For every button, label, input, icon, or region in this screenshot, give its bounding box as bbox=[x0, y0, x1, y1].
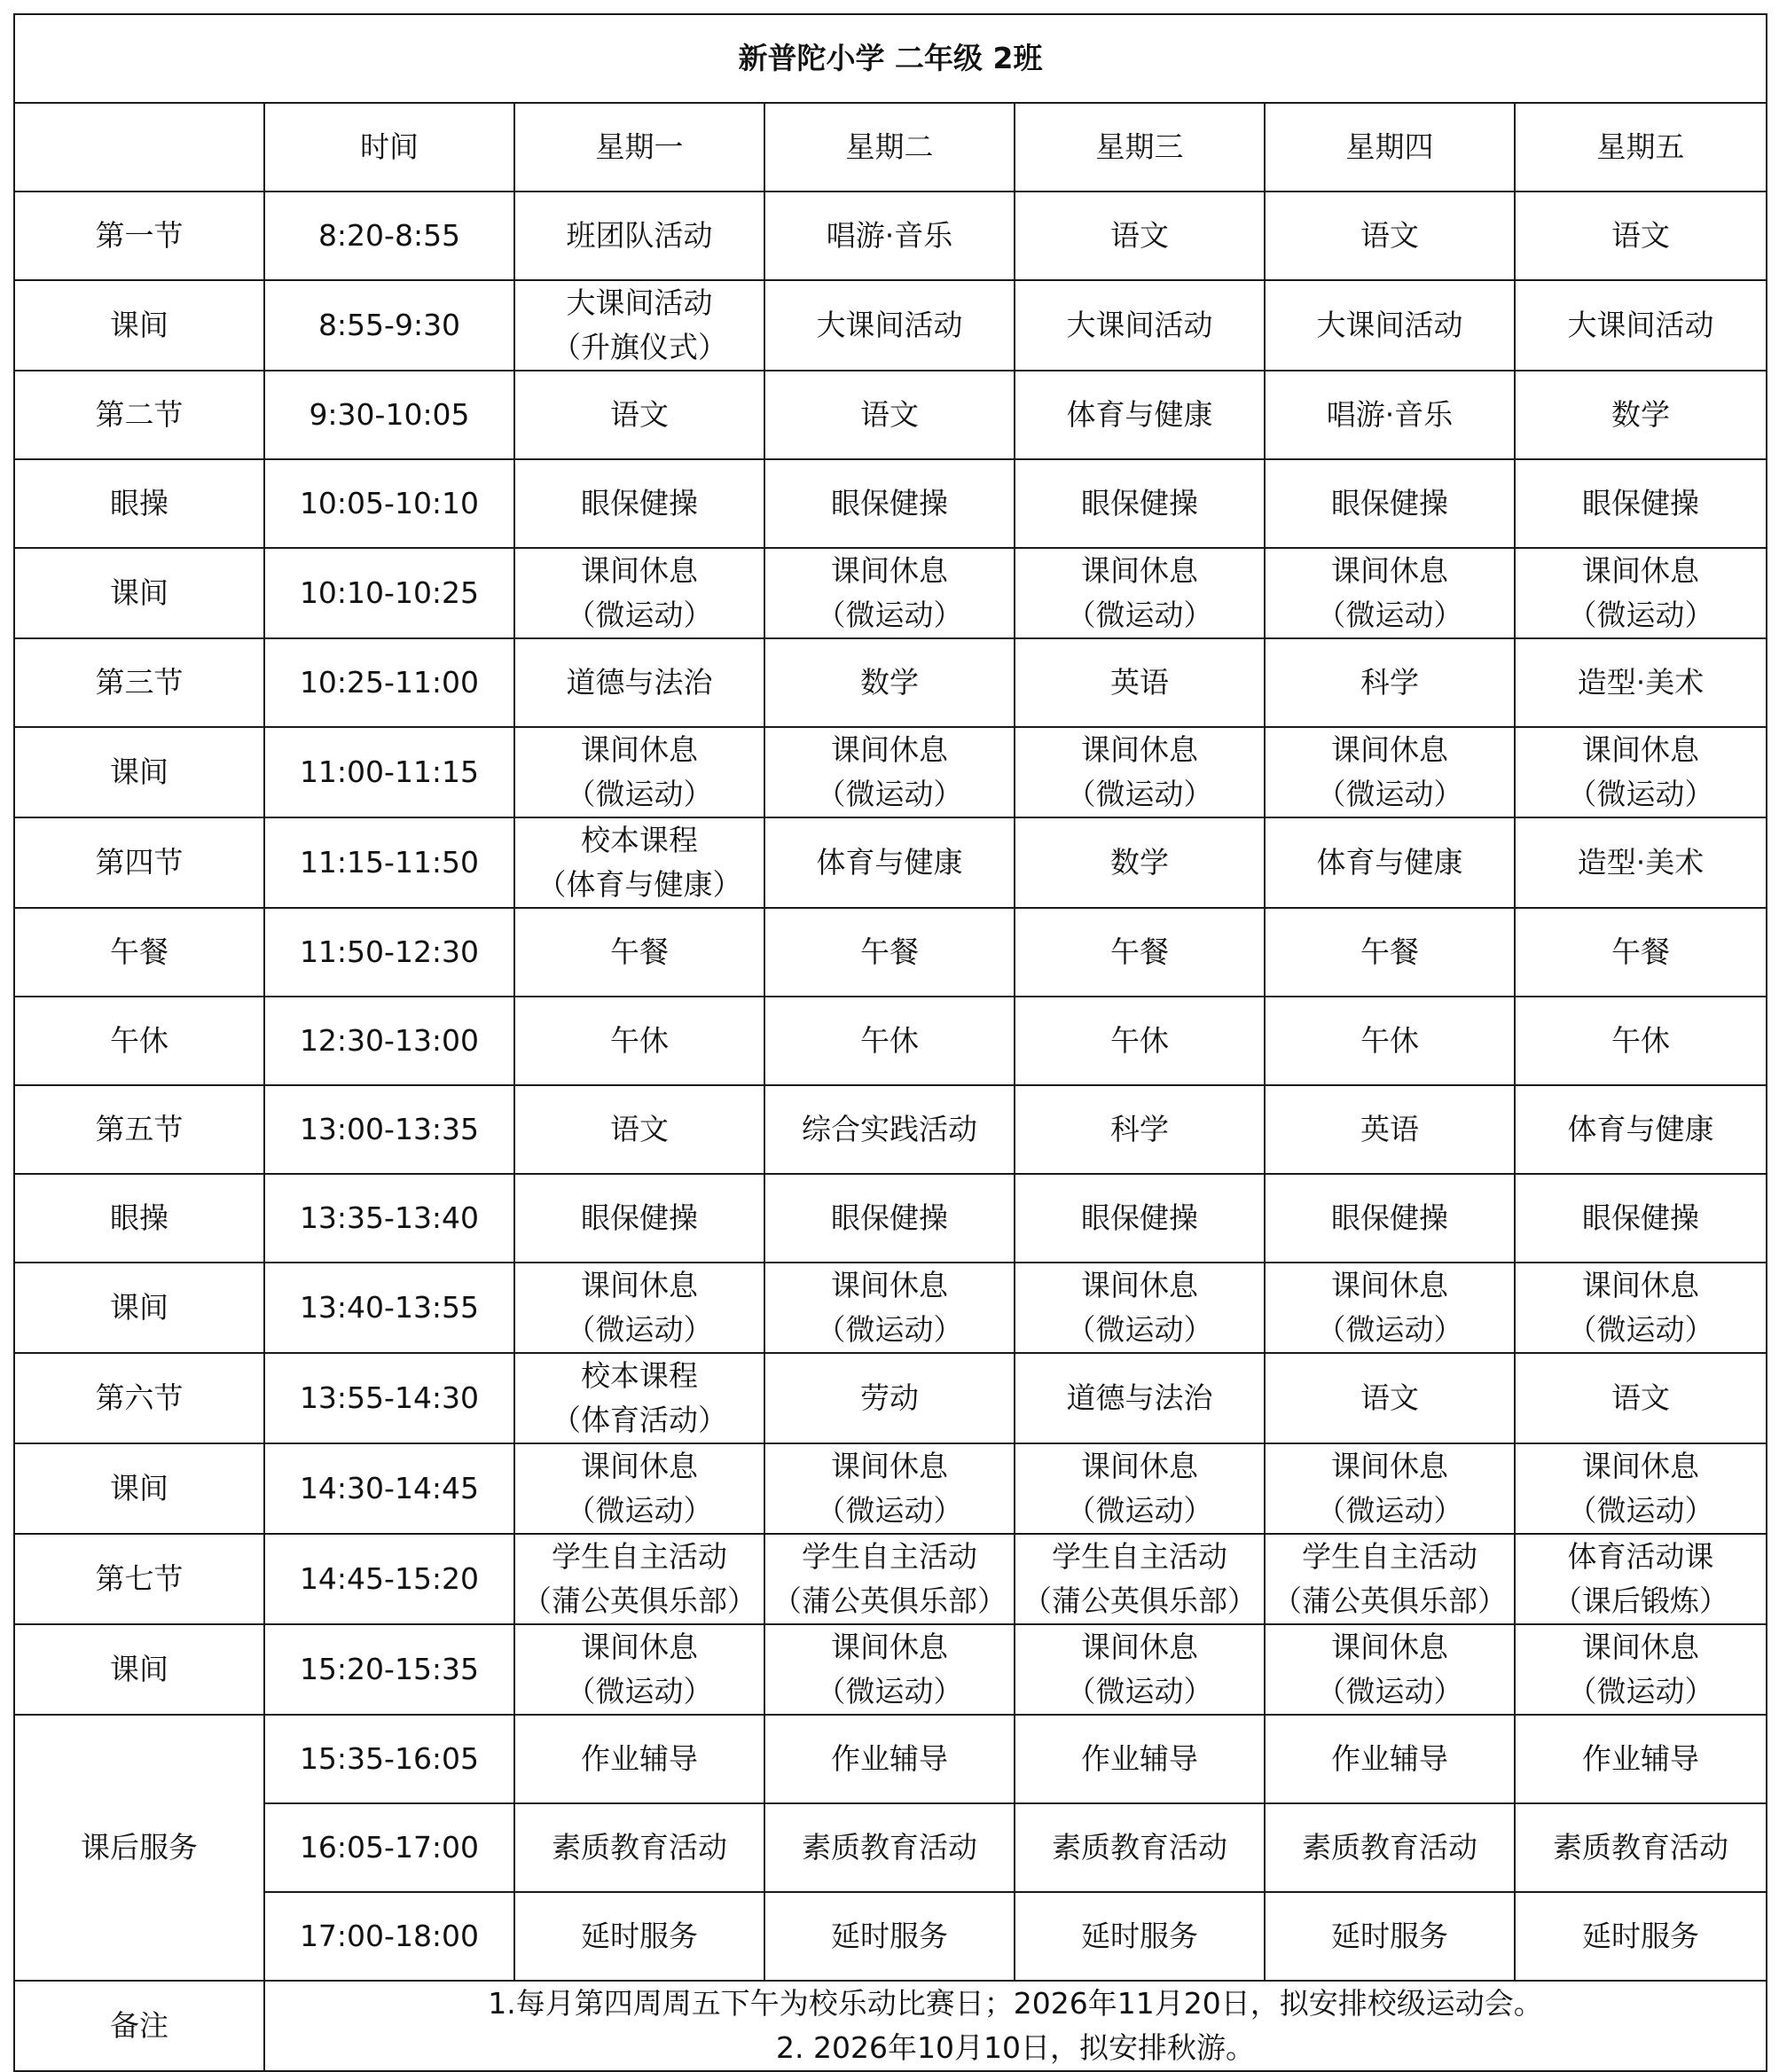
period-cell: 午餐 bbox=[14, 908, 264, 997]
subject-cell: 体育与健康 bbox=[1015, 371, 1265, 459]
cell-line: （微运动） bbox=[566, 777, 713, 811]
table-row bbox=[14, 192, 1767, 280]
subject-cell: 眼保健操 bbox=[1015, 459, 1265, 548]
after-school-row bbox=[14, 1715, 1767, 1803]
subject-cell: 延时服务 bbox=[514, 1892, 764, 1981]
cell-line: 课间休息 bbox=[1582, 1449, 1700, 1483]
cell-line: （微运动） bbox=[1567, 777, 1714, 811]
subject-cell bbox=[764, 548, 1015, 638]
subject-cell: 午餐 bbox=[514, 908, 764, 997]
notes-label: 备注 bbox=[14, 1981, 264, 2071]
subject-cell: 科学 bbox=[1015, 1085, 1265, 1174]
title-row bbox=[14, 14, 1767, 103]
subject-cell: 语文 bbox=[1515, 1353, 1767, 1443]
subject-cell: 数学 bbox=[1515, 371, 1767, 459]
subject-cell: 午休 bbox=[764, 997, 1015, 1085]
time-cell: 14:45-15:20 bbox=[264, 1534, 514, 1624]
subject-cell: 体育与健康 bbox=[1515, 1085, 1767, 1174]
cell-line: 课间休息 bbox=[1081, 1449, 1198, 1483]
cell-line: （微运动） bbox=[566, 598, 713, 632]
cell-line: （微运动） bbox=[816, 1674, 963, 1708]
header-day-wed: 星期三 bbox=[1015, 103, 1265, 192]
cell-line: 课间休息 bbox=[831, 553, 948, 588]
cell-line: 课间休息 bbox=[1582, 1268, 1700, 1302]
cell-line: （微运动） bbox=[1567, 1674, 1714, 1708]
subject-cell: 英语 bbox=[1265, 1085, 1515, 1174]
header-time: 时间 bbox=[264, 103, 514, 192]
subject-cell bbox=[1515, 727, 1767, 817]
time-cell: 11:50-12:30 bbox=[264, 908, 514, 997]
subject-cell: 延时服务 bbox=[764, 1892, 1015, 1981]
subject-cell bbox=[1265, 727, 1515, 817]
subject-cell: 素质教育活动 bbox=[1515, 1803, 1767, 1892]
cell-line: 课间休息 bbox=[1081, 1630, 1198, 1664]
cell-line: （微运动） bbox=[1316, 598, 1463, 632]
cell-line: （微运动） bbox=[816, 1312, 963, 1347]
notes-row bbox=[14, 1981, 1767, 2071]
subject-cell bbox=[514, 727, 764, 817]
subject-cell bbox=[1015, 727, 1265, 817]
subject-cell bbox=[764, 1443, 1015, 1534]
subject-cell: 作业辅导 bbox=[764, 1715, 1015, 1803]
subject-cell: 英语 bbox=[1015, 638, 1265, 727]
cell-line: 课间休息 bbox=[831, 1268, 948, 1302]
period-cell: 课间 bbox=[14, 548, 264, 638]
table-row bbox=[14, 1534, 1767, 1624]
cell-line: （蒲公英俱乐部） bbox=[522, 1583, 756, 1618]
table-row bbox=[14, 727, 1767, 817]
subject-cell: 语文 bbox=[1265, 192, 1515, 280]
cell-line: （微运动） bbox=[1567, 1493, 1714, 1528]
cell-line: （课后锻炼） bbox=[1553, 1583, 1729, 1618]
cell-line: （升旗仪式） bbox=[552, 330, 727, 364]
subject-cell bbox=[514, 817, 764, 908]
cell-line: （微运动） bbox=[1567, 598, 1714, 632]
subject-cell bbox=[764, 1534, 1015, 1624]
subject-cell: 眼保健操 bbox=[514, 1174, 764, 1263]
cell-line: （微运动） bbox=[566, 1493, 713, 1528]
subject-cell: 素质教育活动 bbox=[514, 1803, 764, 1892]
cell-line: 课间休息 bbox=[581, 553, 698, 588]
time-cell: 13:00-13:35 bbox=[264, 1085, 514, 1174]
time-cell: 10:25-11:00 bbox=[264, 638, 514, 727]
cell-line: 1.每月第四周周五下午为校乐动比赛日；2026年11月20日，拟安排校级运动会。 bbox=[488, 1986, 1543, 2021]
period-cell: 第三节 bbox=[14, 638, 264, 727]
cell-line: 课间休息 bbox=[1331, 732, 1448, 767]
subject-cell bbox=[1015, 1443, 1265, 1534]
subject-cell bbox=[514, 1263, 764, 1353]
cell-line: 课间休息 bbox=[581, 1268, 698, 1302]
subject-cell: 造型·美术 bbox=[1515, 638, 1767, 727]
cell-line: 大课间活动 bbox=[566, 285, 713, 320]
subject-cell: 大课间活动 bbox=[1015, 280, 1265, 371]
after-school-label: 课后服务 bbox=[14, 1715, 264, 1981]
notes-content bbox=[264, 1981, 1767, 2071]
subject-cell: 延时服务 bbox=[1515, 1892, 1767, 1981]
subject-cell: 午餐 bbox=[1265, 908, 1515, 997]
subject-cell bbox=[514, 280, 764, 371]
subject-cell: 数学 bbox=[764, 638, 1015, 727]
header-corner bbox=[14, 103, 264, 192]
subject-cell: 午餐 bbox=[1015, 908, 1265, 997]
subject-cell bbox=[1265, 548, 1515, 638]
cell-line: 2. 2026年10月10日，拟安排秋游。 bbox=[776, 2030, 1255, 2065]
schedule-body bbox=[14, 14, 1767, 2071]
cell-line: 课间休息 bbox=[1081, 732, 1198, 767]
period-cell: 午休 bbox=[14, 997, 264, 1085]
cell-line: （微运动） bbox=[1066, 1312, 1213, 1347]
cell-line: （蒲公英俱乐部） bbox=[772, 1583, 1007, 1618]
subject-cell: 语文 bbox=[514, 1085, 764, 1174]
time-cell: 8:55-9:30 bbox=[264, 280, 514, 371]
time-cell: 10:10-10:25 bbox=[264, 548, 514, 638]
cell-line: （微运动） bbox=[1066, 777, 1213, 811]
period-cell: 第六节 bbox=[14, 1353, 264, 1443]
period-cell: 眼操 bbox=[14, 459, 264, 548]
table-row bbox=[14, 817, 1767, 908]
cell-line: 课间休息 bbox=[831, 732, 948, 767]
cell-line: 学生自主活动 bbox=[802, 1539, 977, 1574]
cell-line: 学生自主活动 bbox=[552, 1539, 727, 1574]
subject-cell bbox=[514, 1443, 764, 1534]
table-row bbox=[14, 459, 1767, 548]
table-row bbox=[14, 1085, 1767, 1174]
subject-cell bbox=[764, 727, 1015, 817]
table-row bbox=[14, 1624, 1767, 1715]
cell-line: 校本课程 bbox=[581, 1358, 698, 1393]
table-row bbox=[14, 1443, 1767, 1534]
cell-line: 课间休息 bbox=[831, 1449, 948, 1483]
cell-line: （微运动） bbox=[1066, 598, 1213, 632]
subject-cell bbox=[514, 1534, 764, 1624]
after-school-row bbox=[14, 1803, 1767, 1892]
subject-cell: 造型·美术 bbox=[1515, 817, 1767, 908]
subject-cell: 数学 bbox=[1015, 817, 1265, 908]
subject-cell: 午休 bbox=[1515, 997, 1767, 1085]
subject-cell: 大课间活动 bbox=[764, 280, 1015, 371]
cell-line: （微运动） bbox=[816, 598, 963, 632]
table-row bbox=[14, 1174, 1767, 1263]
subject-cell: 眼保健操 bbox=[1515, 459, 1767, 548]
subject-cell: 大课间活动 bbox=[1515, 280, 1767, 371]
cell-line: （微运动） bbox=[1316, 777, 1463, 811]
cell-line: （微运动） bbox=[816, 777, 963, 811]
subject-cell: 作业辅导 bbox=[1515, 1715, 1767, 1803]
subject-cell: 延时服务 bbox=[1265, 1892, 1515, 1981]
cell-line: （体育活动） bbox=[552, 1403, 727, 1437]
cell-line: （微运动） bbox=[816, 1493, 963, 1528]
subject-cell bbox=[764, 1263, 1015, 1353]
subject-cell bbox=[1515, 548, 1767, 638]
table-row bbox=[14, 997, 1767, 1085]
subject-cell: 眼保健操 bbox=[514, 459, 764, 548]
subject-cell bbox=[514, 1624, 764, 1715]
cell-line: 课间休息 bbox=[1582, 553, 1700, 588]
subject-cell: 素质教育活动 bbox=[764, 1803, 1015, 1892]
period-cell: 第七节 bbox=[14, 1534, 264, 1624]
time-cell: 9:30-10:05 bbox=[264, 371, 514, 459]
subject-cell: 眼保健操 bbox=[764, 459, 1015, 548]
cell-line: （微运动） bbox=[1066, 1674, 1213, 1708]
subject-cell: 语文 bbox=[1015, 192, 1265, 280]
time-cell: 15:35-16:05 bbox=[264, 1715, 514, 1803]
period-cell: 第五节 bbox=[14, 1085, 264, 1174]
subject-cell: 大课间活动 bbox=[1265, 280, 1515, 371]
time-cell: 11:15-11:50 bbox=[264, 817, 514, 908]
cell-line: （体育与健康） bbox=[537, 867, 742, 902]
subject-cell: 午休 bbox=[514, 997, 764, 1085]
period-cell: 第四节 bbox=[14, 817, 264, 908]
cell-line: （微运动） bbox=[1567, 1312, 1714, 1347]
header-day-mon: 星期一 bbox=[514, 103, 764, 192]
cell-line: 课间休息 bbox=[1331, 1449, 1448, 1483]
subject-cell: 午休 bbox=[1265, 997, 1515, 1085]
table-row bbox=[14, 548, 1767, 638]
cell-line: （微运动） bbox=[1316, 1674, 1463, 1708]
time-cell: 12:30-13:00 bbox=[264, 997, 514, 1085]
table-row bbox=[14, 371, 1767, 459]
subject-cell: 体育与健康 bbox=[1265, 817, 1515, 908]
subject-cell: 眼保健操 bbox=[764, 1174, 1015, 1263]
subject-cell: 午休 bbox=[1015, 997, 1265, 1085]
table-row bbox=[14, 1353, 1767, 1443]
class-schedule-table bbox=[13, 13, 1767, 2072]
subject-cell bbox=[1015, 548, 1265, 638]
cell-line: 课间休息 bbox=[1582, 732, 1700, 767]
period-cell: 眼操 bbox=[14, 1174, 264, 1263]
cell-line: （微运动） bbox=[1316, 1312, 1463, 1347]
time-cell: 14:30-14:45 bbox=[264, 1443, 514, 1534]
cell-line: 课间休息 bbox=[581, 732, 698, 767]
table-title: 新普陀小学 二年级 2班 bbox=[14, 14, 1767, 103]
subject-cell: 眼保健操 bbox=[1265, 459, 1515, 548]
subject-cell bbox=[1015, 1534, 1265, 1624]
subject-cell: 语文 bbox=[1515, 192, 1767, 280]
time-cell: 13:40-13:55 bbox=[264, 1263, 514, 1353]
cell-line: 课间休息 bbox=[1331, 1268, 1448, 1302]
after-school-row bbox=[14, 1892, 1767, 1981]
subject-cell bbox=[1265, 1263, 1515, 1353]
table-row bbox=[14, 638, 1767, 727]
cell-line: 学生自主活动 bbox=[1052, 1539, 1227, 1574]
subject-cell: 班团队活动 bbox=[514, 192, 764, 280]
subject-cell bbox=[514, 1353, 764, 1443]
subject-cell: 唱游·音乐 bbox=[1265, 371, 1515, 459]
subject-cell: 语文 bbox=[1265, 1353, 1515, 1443]
cell-line: 课间休息 bbox=[1582, 1630, 1700, 1664]
subject-cell bbox=[1015, 1263, 1265, 1353]
subject-cell: 语文 bbox=[764, 371, 1015, 459]
subject-cell bbox=[1015, 1624, 1265, 1715]
period-cell: 第一节 bbox=[14, 192, 264, 280]
cell-line: 课间休息 bbox=[1331, 553, 1448, 588]
header-day-tue: 星期二 bbox=[764, 103, 1015, 192]
subject-cell bbox=[1515, 1263, 1767, 1353]
subject-cell: 午餐 bbox=[764, 908, 1015, 997]
cell-line: 课间休息 bbox=[581, 1630, 698, 1664]
table-row bbox=[14, 1263, 1767, 1353]
table-row bbox=[14, 908, 1767, 997]
cell-line: 学生自主活动 bbox=[1302, 1539, 1477, 1574]
time-cell: 15:20-15:35 bbox=[264, 1624, 514, 1715]
subject-cell: 作业辅导 bbox=[1015, 1715, 1265, 1803]
subject-cell: 素质教育活动 bbox=[1265, 1803, 1515, 1892]
period-cell: 课间 bbox=[14, 280, 264, 371]
subject-cell: 综合实践活动 bbox=[764, 1085, 1015, 1174]
subject-cell bbox=[1515, 1534, 1767, 1624]
subject-cell: 作业辅导 bbox=[514, 1715, 764, 1803]
subject-cell: 眼保健操 bbox=[1015, 1174, 1265, 1263]
cell-line: 课间休息 bbox=[1081, 553, 1198, 588]
cell-line: 课间休息 bbox=[581, 1449, 698, 1483]
period-cell: 第二节 bbox=[14, 371, 264, 459]
period-cell: 课间 bbox=[14, 1443, 264, 1534]
period-cell: 课间 bbox=[14, 727, 264, 817]
header-day-fri: 星期五 bbox=[1515, 103, 1767, 192]
subject-cell: 道德与法治 bbox=[514, 638, 764, 727]
cell-line: （蒲公英俱乐部） bbox=[1273, 1583, 1507, 1618]
header-row bbox=[14, 103, 1767, 192]
subject-cell: 作业辅导 bbox=[1265, 1715, 1515, 1803]
cell-line: 课间休息 bbox=[1081, 1268, 1198, 1302]
subject-cell: 道德与法治 bbox=[1015, 1353, 1265, 1443]
header-day-thu: 星期四 bbox=[1265, 103, 1515, 192]
time-cell: 17:00-18:00 bbox=[264, 1892, 514, 1981]
cell-line: （微运动） bbox=[1316, 1493, 1463, 1528]
time-cell: 13:55-14:30 bbox=[264, 1353, 514, 1443]
cell-line: 课间休息 bbox=[1331, 1630, 1448, 1664]
time-cell: 13:35-13:40 bbox=[264, 1174, 514, 1263]
period-cell: 课间 bbox=[14, 1624, 264, 1715]
subject-cell bbox=[514, 548, 764, 638]
subject-cell bbox=[1515, 1624, 1767, 1715]
subject-cell bbox=[1515, 1443, 1767, 1534]
time-cell: 16:05-17:00 bbox=[264, 1803, 514, 1892]
cell-line: 课间休息 bbox=[831, 1630, 948, 1664]
cell-line: （微运动） bbox=[566, 1312, 713, 1347]
subject-cell: 劳动 bbox=[764, 1353, 1015, 1443]
subject-cell: 唱游·音乐 bbox=[764, 192, 1015, 280]
subject-cell: 科学 bbox=[1265, 638, 1515, 727]
subject-cell: 体育与健康 bbox=[764, 817, 1015, 908]
subject-cell: 眼保健操 bbox=[1515, 1174, 1767, 1263]
subject-cell: 眼保健操 bbox=[1265, 1174, 1515, 1263]
subject-cell bbox=[1265, 1443, 1515, 1534]
time-cell: 10:05-10:10 bbox=[264, 459, 514, 548]
subject-cell: 午餐 bbox=[1515, 908, 1767, 997]
period-cell: 课间 bbox=[14, 1263, 264, 1353]
time-cell: 11:00-11:15 bbox=[264, 727, 514, 817]
table-row bbox=[14, 280, 1767, 371]
cell-line: （蒲公英俱乐部） bbox=[1023, 1583, 1257, 1618]
cell-line: （微运动） bbox=[566, 1674, 713, 1708]
subject-cell bbox=[1265, 1534, 1515, 1624]
cell-line: 校本课程 bbox=[581, 823, 698, 857]
subject-cell: 素质教育活动 bbox=[1015, 1803, 1265, 1892]
cell-line: 体育活动课 bbox=[1567, 1539, 1714, 1574]
time-cell: 8:20-8:55 bbox=[264, 192, 514, 280]
subject-cell bbox=[1265, 1624, 1515, 1715]
cell-line: （微运动） bbox=[1066, 1493, 1213, 1528]
subject-cell: 语文 bbox=[514, 371, 764, 459]
subject-cell bbox=[764, 1624, 1015, 1715]
subject-cell: 延时服务 bbox=[1015, 1892, 1265, 1981]
